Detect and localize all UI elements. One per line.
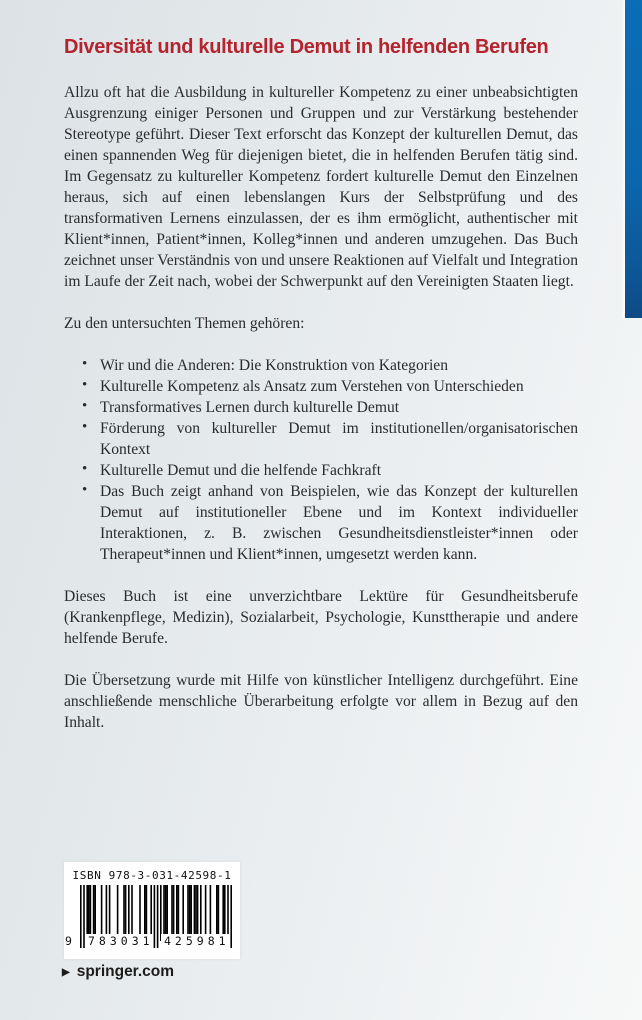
ean-digits [65, 934, 240, 949]
topic-item: • Kulturelle Kompetenz als Ansatz zum Verstehen von Unterschieden [82, 376, 578, 397]
topics-intro: Zu den untersuchten Themen gehören: [64, 315, 305, 332]
barcode-wrap [65, 885, 232, 948]
series-color-tab [625, 0, 642, 318]
isbn-barcode-box [64, 862, 240, 959]
springer-arrow-icon: ▶ [62, 967, 70, 978]
book-title: Diversität und kulturelle Demut in helfenden Berufen [64, 36, 549, 58]
topic-item: • Das Buch zeigt anhand von Beispielen, wie das Konzept der kulturellen Demut auf institutioneller Ebene und im Kontext individueller Interaktionen, z. B. zwischen Gesundheitsdienstleister*innen oder Therapeut*innen und Klient*innen, umgesetzt werden kann. [82, 481, 578, 565]
topic-item: • Transformatives Lernen durch kulturelle Demut [82, 397, 578, 418]
description-paragraph-1: Allzu oft hat die Ausbildung in kultureller Kompetenz zu einer unbeabsichtigten Ausgrenzung einiger Personen und Gruppen und zur Verstärkung bestehender Stereotype geführt. Dieser Text erforscht das Konzept der kulturellen Demut, das einen spannenden Weg für diejenigen bietet, die in helfenden Berufen tätig sind. Im Gegensatz zu kultureller Kompetenz fordert kulturelle Demut den Einzelnen heraus, sich auf einen lebenslangen Kurs der Selbstprüfung und des transformativen Lernens einzulassen, der es ihm ermöglicht, authentischer mit Klient*innen, Patient*innen, Kolleg*innen und anderen umzugehen. Das Buch zeichnet unser Verständnis von und unsere Reaktionen auf Vielfalt und Integration im Laufe der Zeit nach, wobei der Schwerpunkt auf den Vereinigten Staaten liegt. [64, 84, 578, 290]
topic-item: • Kulturelle Demut und die helfende Fachkraft [82, 460, 578, 481]
ean-lead-digit: 9 [65, 934, 72, 948]
topic-item: • Förderung von kultureller Demut im institutionellen/organisatorischen Kontext [82, 418, 578, 460]
ean-group-1: 783031 [85, 934, 153, 949]
ean-group-2: 425981 [161, 934, 229, 949]
back-cover-text [64, 36, 578, 754]
publisher-line [62, 963, 174, 981]
translation-note-paragraph: Die Übersetzung wurde mit Hilfe von künstlicher Intelligenz durchgeführt. Eine anschließende menschliche Überarbeitung erfolgte vor allem in Bezug auf den Inhalt. [64, 672, 578, 731]
isbn-label: ISBN 978-3-031-42598-1 [72, 869, 232, 882]
audience-paragraph: Dieses Buch ist eine unverzichtbare Lektüre für Gesundheitsberufe (Krankenpflege, Medizin), Sozialarbeit, Psychologie, Kunsttherapie und andere helfende Berufe. [64, 588, 578, 647]
topic-list [64, 355, 578, 565]
topic-item: • Wir und die Anderen: Die Konstruktion von Kategorien [82, 355, 578, 376]
publisher-url: springer.com [76, 963, 175, 980]
